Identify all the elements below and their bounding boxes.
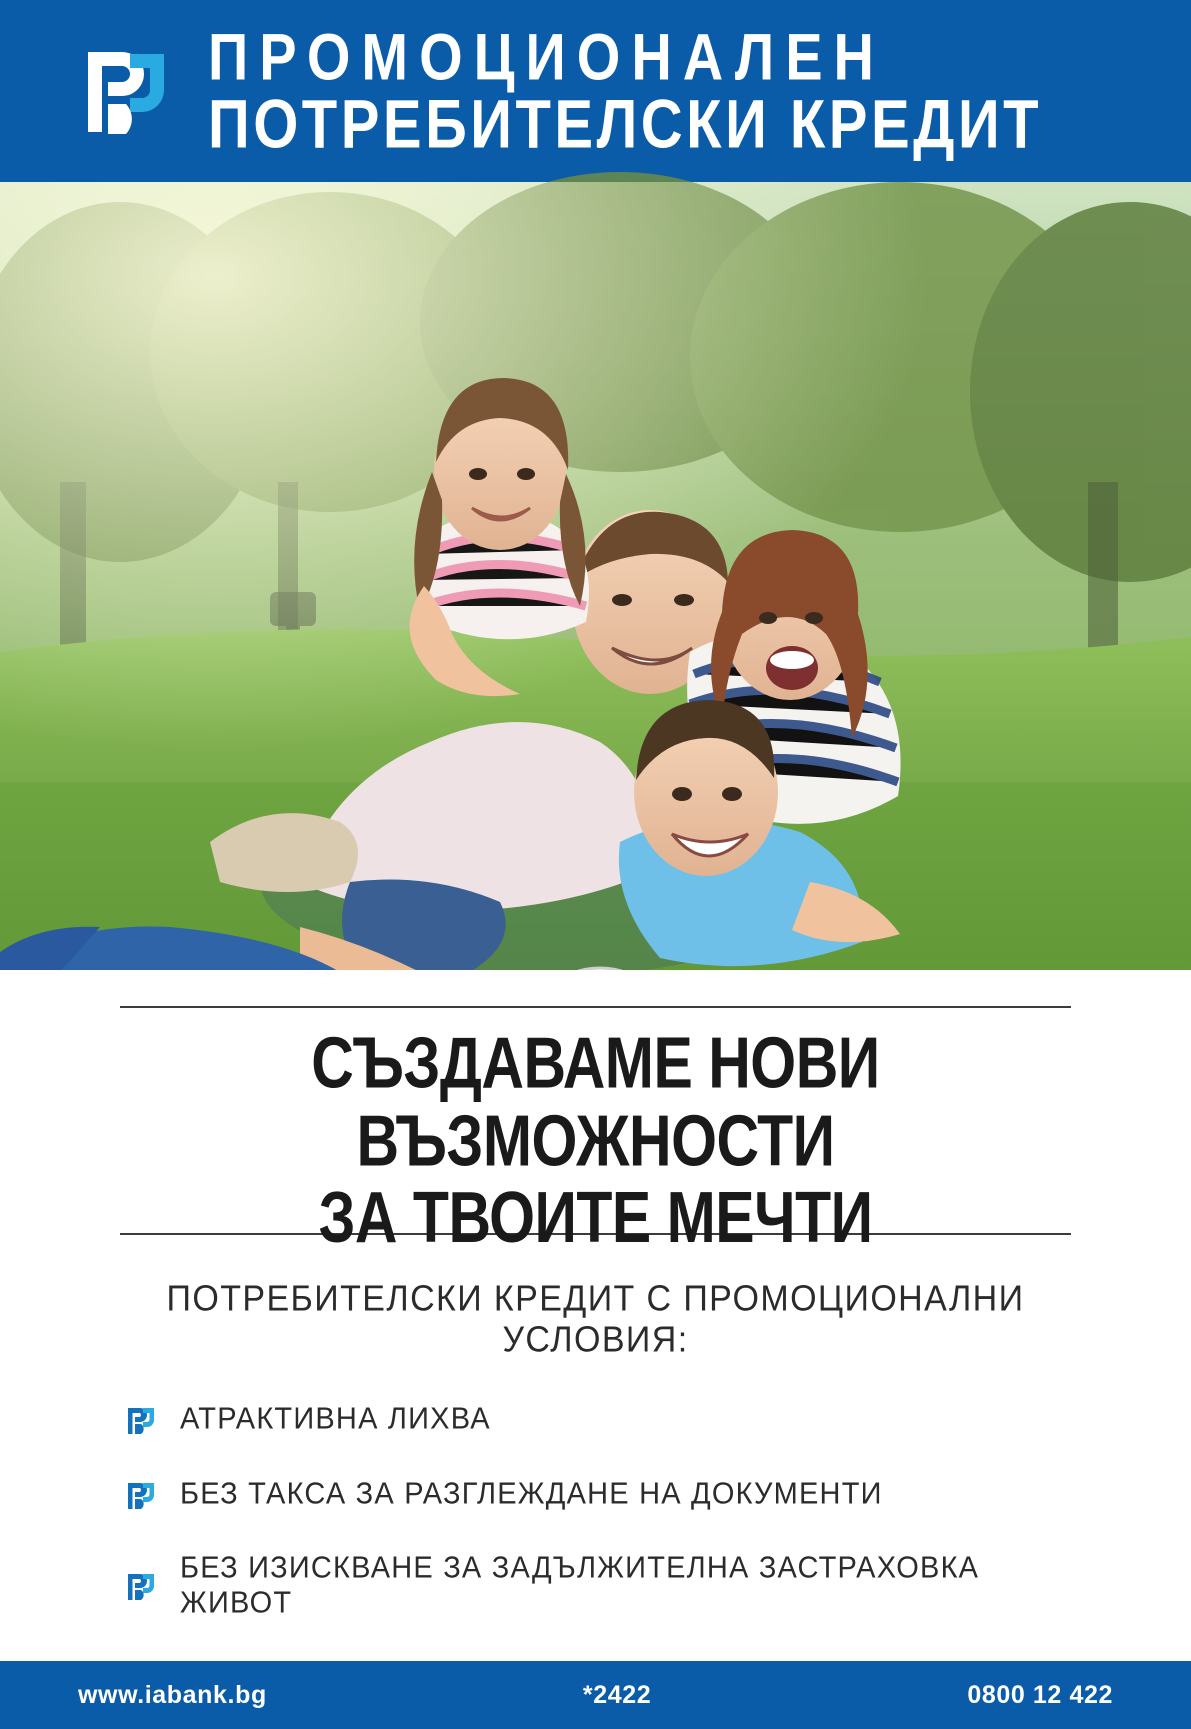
header-title-line1: ПРОМОЦИОНАЛЕН: [208, 19, 885, 94]
header-title: [208, 19, 1043, 163]
subheadline: ПОТРЕБИТЕЛСКИ КРЕДИТ С ПРОМОЦИОНАЛНИ УСЛОВИЯ:: [166, 1279, 1025, 1361]
hero-photo: [0, 182, 1191, 970]
headline-line1: СЪЗДАВАМЕ НОВИ ВЪЗМОЖНОСТИ: [311, 1022, 880, 1181]
list-item: [126, 1403, 1071, 1436]
footer-bar: [0, 1661, 1191, 1729]
benefits-list: [120, 1403, 1071, 1619]
footer-phone[interactable]: 0800 12 422: [967, 1680, 1113, 1709]
list-item: [126, 1478, 1071, 1511]
header-banner: [0, 0, 1191, 182]
ia-bank-logo-icon: [78, 44, 174, 140]
footer-short-number[interactable]: *2422: [582, 1680, 652, 1709]
ia-bank-bullet-icon: [126, 1406, 156, 1436]
list-item-label: БЕЗ ТАКСА ЗА РАЗГЛЕЖДАНЕ НА ДОКУМЕНТИ: [180, 1477, 883, 1512]
list-item-label: АТРАКТИВНА ЛИХВА: [180, 1402, 491, 1437]
list-item-label: БЕЗ ИЗИСКВАНЕ ЗА ЗАДЪЛЖИТЕЛНА ЗАСТРАХОВКА ЖИВОТ: [180, 1551, 980, 1621]
main-content: [0, 970, 1191, 1661]
ia-bank-bullet-icon: [126, 1572, 156, 1602]
header-title-line2: ПОТРЕБИТЕЛСКИ КРЕДИТ: [208, 86, 1043, 163]
page-headline: [120, 1008, 1071, 1266]
ia-bank-bullet-icon: [126, 1481, 156, 1511]
footer-website[interactable]: www.iabank.bg: [78, 1680, 267, 1709]
list-item: [126, 1553, 1071, 1619]
headline-line2: ЗА ТВОИТЕ МЕЧТИ: [318, 1178, 873, 1259]
